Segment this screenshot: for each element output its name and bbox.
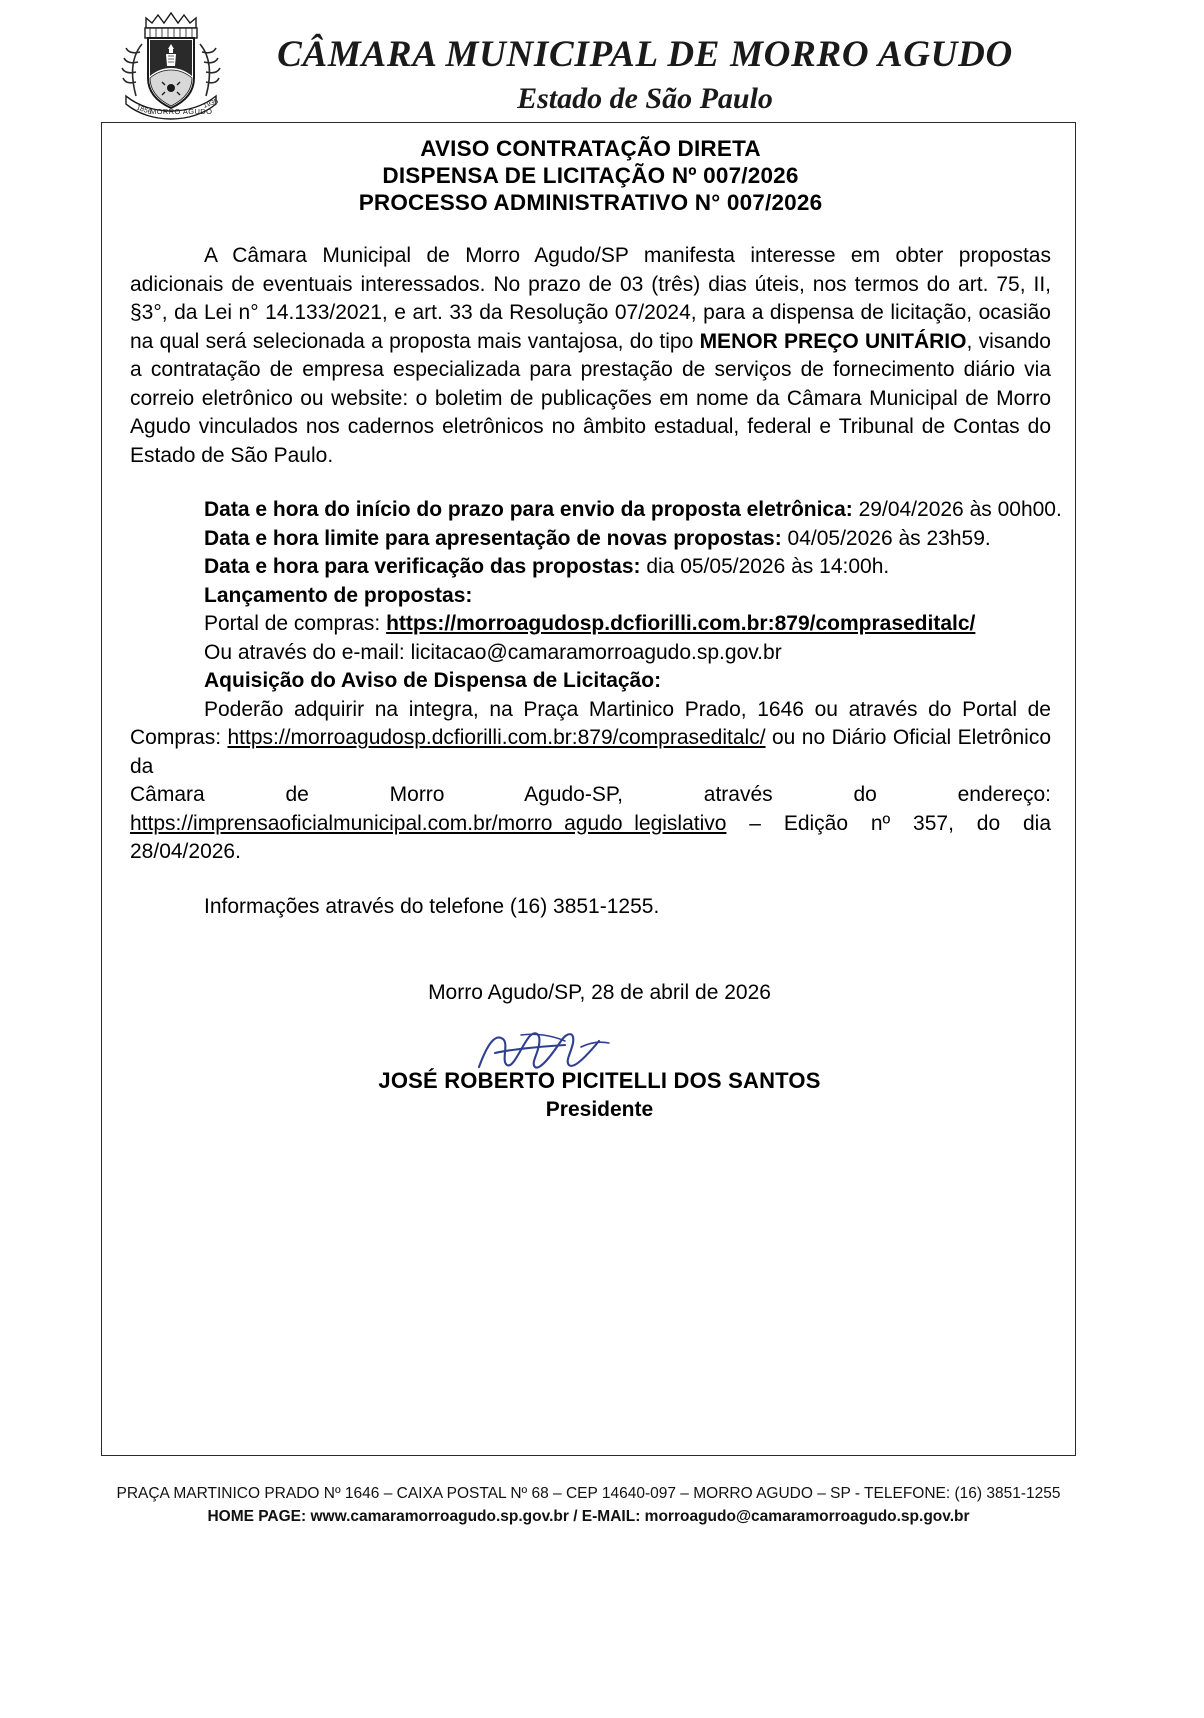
heading-line-process: PROCESSO ADMINISTRATIVO N° 007/2026 [358,190,823,215]
proposal-submission-label: Lançamento de propostas: [204,583,473,607]
svg-text:1856: 1856 [135,104,153,117]
heading-line-notice: AVISO CONTRATAÇÃO DIRETA [420,136,761,161]
acquisition-label: Aquisição do Aviso de Dispensa de Licitação: [204,669,662,692]
signature-area [130,1067,1051,1125]
svg-text:MORRO AGUDO: MORRO AGUDO [150,107,213,116]
intro-paragraph [130,242,1051,470]
schedule-verify-line [204,553,1051,582]
schedule-limit-value: 04/05/2026 às 23h59. [781,526,991,550]
document-heading [130,135,1051,216]
schedule-block [130,496,1062,696]
intro-text-part-1: A Câmara Municipal de Morro Agudo/SP manifesta interesse em obter propostas adicionais de eventuais interessados. No prazo de 03 (três) dias úteis, nos termos do art. 75, II, §3°, da Lei n° 14.133/2021, e art. 33 da Resolução 07/2024, para a dispensa de licitação, ocasião na qual será selecionada a proposta mais vantajosa, do tipo [130,244,1051,353]
schedule-verify-label: Data e hora para verificação das propostas: [204,555,641,578]
signatory-role: Presidente [545,1098,654,1121]
intro-text-part-2: , visando a contratação de empresa especializada para prestação de serviços de fornecimento diário via correio eletrônico ou website: o boletim de publicações em nome da Câmara Municipal de Morro Agudo vinculados nos cadernos eletrônicos no âmbito estadual, federal e Tribunal de Contas do Estado de São Paulo. [130,329,1051,467]
gazette-edition-text: – Edição nº 357, do dia 28/04/2026. [130,811,1051,863]
document-body-frame [101,122,1076,1456]
email-address[interactable]: licitacao@camaramorroagudo.sp.gov.br [410,640,782,664]
gazette-link-paragraph [130,810,1051,867]
signatory-name: JOSÉ ROBERTO PICITELLI DOS SANTOS [378,1068,821,1093]
svg-text:1935: 1935 [202,97,220,110]
heading-line-bid-waiver: DISPENSA DE LICITAÇÃO Nº 007/2026 [382,163,799,188]
page-footer [101,1482,1076,1528]
purchase-portal-label: Portal de compras: [204,612,387,635]
gazette-link[interactable]: https://imprensaoficialmunicipal.com.br/morro_agudo_legislativo [130,811,727,835]
footer-homepage-label: HOME PAGE: [207,1508,311,1525]
acquisition-heading [204,667,1051,696]
footer-email-address[interactable]: morroagudo@camaramorroagudo.sp.gov.br [644,1508,970,1525]
acquisition-portal-link[interactable]: https://morroagudosp.dcfiorilli.com.br:879/compraseditalc/ [227,726,766,749]
municipal-coat-of-arms-icon [112,4,230,120]
organization-title: CÂMARA MUNICIPAL DE MORRO AGUDO [277,34,1013,75]
purchase-portal-line [204,610,1051,639]
schedule-verify-value: dia 05/05/2026 às 14:00h. [640,555,890,578]
signature-city-date: Morro Agudo/SP, 28 de abril de 2026 [428,981,771,1004]
organization-subtitle: Estado de São Paulo [517,82,773,115]
intro-criterion-emphasis: MENOR PREÇO UNITÁRIO [699,329,967,353]
schedule-start-line [204,496,1062,525]
email-label: Ou através do e-mail: [204,640,411,664]
letterhead [0,0,1204,122]
gazette-address-line: Câmara de Morro Agudo-SP, através do endereço: [130,783,1051,806]
footer-email-label: / E-MAIL: [568,1508,645,1525]
proposal-submission-heading [204,582,1051,611]
footer-contact-line [101,1505,1076,1528]
schedule-limit-label: Data e hora limite para apresentação de novas propostas: [204,526,782,550]
acquisition-text-tail: ou no Diário Oficial Eletrônico da [130,726,1052,778]
schedule-start-label: Data e hora do início do prazo para envio da proposta eletrônica: [204,498,853,521]
email-line [204,639,1051,668]
purchase-portal-link[interactable]: https://morroagudosp.dcfiorilli.com.br:879/compraseditalc/ [386,612,976,635]
acquisition-paragraph [130,696,1051,782]
schedule-start-value: 29/04/2026 às 00h00. [852,498,1062,521]
footer-address-line: PRAÇA MARTINICO PRADO Nº 1646 – CAIXA POSTAL Nº 68 – CEP 14640-097 – MORRO AGUDO – SP - TELEFONE: (16) 3851-1255 [116,1485,1061,1502]
contact-info-paragraph: Informações através do telefone (16) 3851-1255. [204,894,660,918]
schedule-limit-line [204,525,1051,554]
footer-homepage-url[interactable]: www.camaramorroagudo.sp.gov.br [310,1508,569,1525]
acquisition-text-lead: Poderão adquirir na integra, na Praça Martinico Prado, 1646 ou através do Portal de Compras: [130,697,1051,749]
